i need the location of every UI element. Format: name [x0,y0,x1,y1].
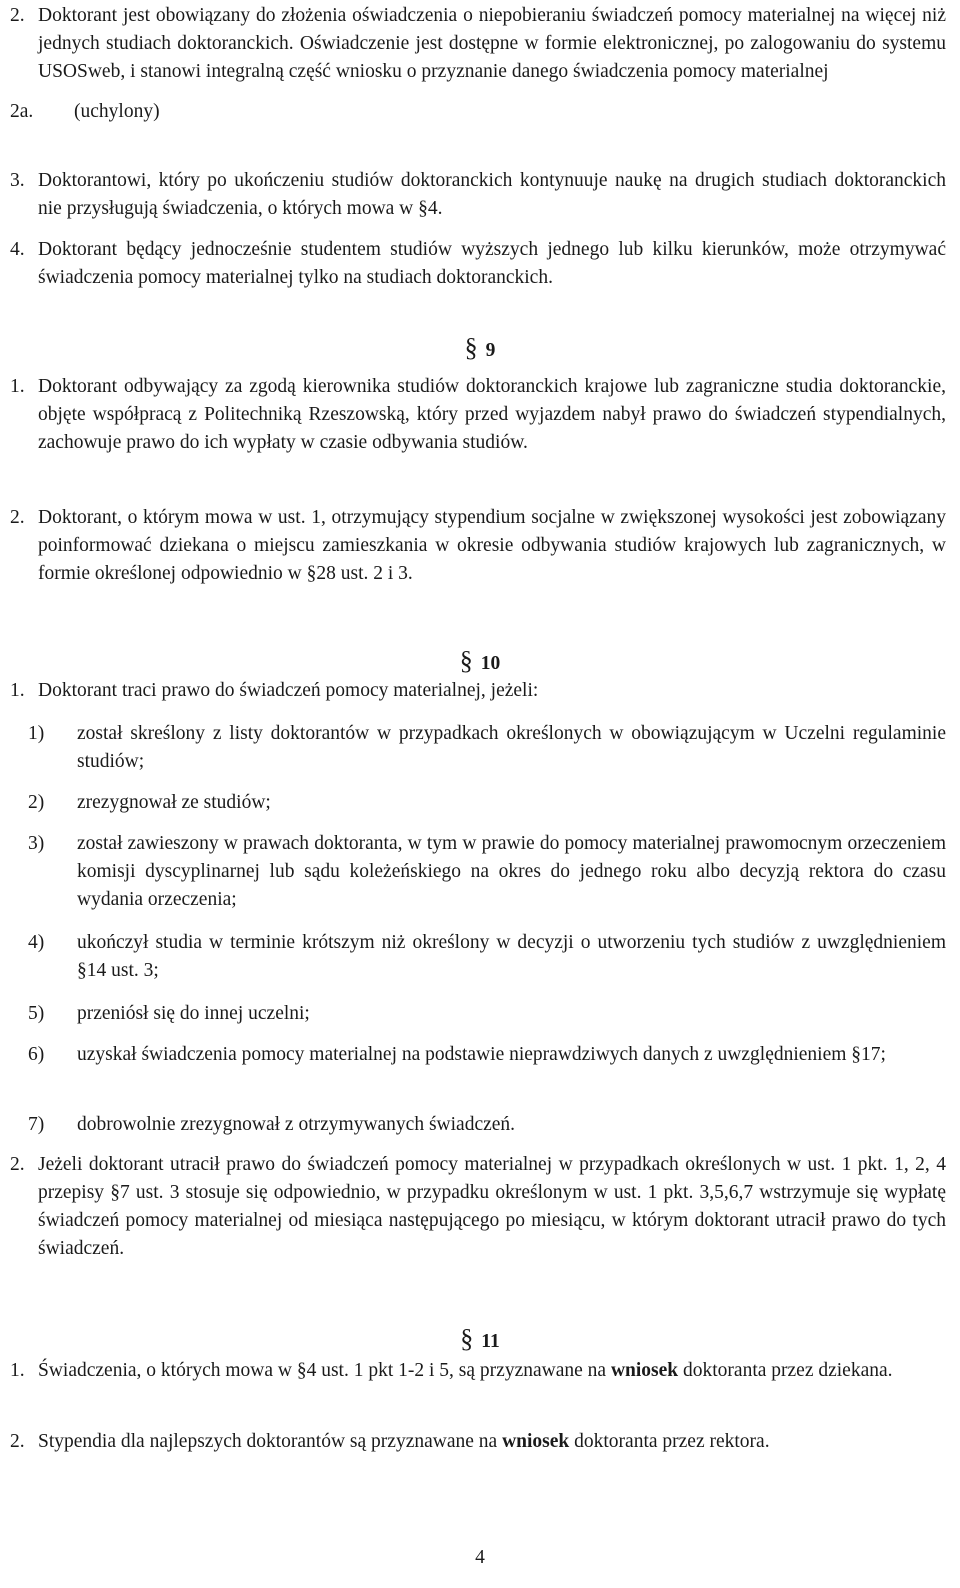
text-run: Świadczenia, o których mowa w §4 ust. 1 pkt 1-2 i 5, są przyznawane na [38,1360,611,1381]
list-item-number: 4) [28,932,45,953]
list-item [28,1111,946,1139]
paragraph-number: 2. [10,1154,25,1175]
bold-term: wniosek [610,1360,679,1381]
list-item-number: 1) [28,723,45,744]
list-item-number: 6) [28,1044,45,1065]
paragraph-10-1 [10,677,946,705]
paragraph-text: Doktorantowi, który po ukończeniu studiów doktoranckich kontynuuje naukę na drugich studiach doktoranckich nie przysługują świadczenia, o których mowa w §4. [38,170,946,219]
section-heading-9 [0,334,960,365]
section-heading-11 [0,1325,960,1356]
paragraph-9-1 [10,373,946,457]
paragraph-9-2 [10,504,946,588]
text-run: doktoranta przez dziekana. [678,1360,893,1381]
list-item-text: został skreślony z listy doktorantów w przypadkach określonych w obowiązującym w Uczelni regulaminie studiów; [77,723,946,772]
section-number: 11 [481,1331,500,1352]
paragraph-text [38,1428,946,1456]
paragraph-number: 4. [10,239,25,260]
list-item-number: 2) [28,792,45,813]
section-symbol: § [464,333,478,362]
text-run: doktoranta przez rektora. [569,1431,770,1452]
paragraph-number: 2. [10,507,25,528]
list-item-text: został zawieszony w prawach doktoranta, w tym w prawie do pomocy materialnej prawomocnym orzeczeniem komisji dyscyplinarnej lub sądu koleżeńskiego na okres do jednego roku albo decyzją rektora do czasu wydania orzeczenia; [77,833,946,910]
paragraph-number: 2. [10,5,25,26]
list-item [28,830,946,914]
paragraph-number: 2. [10,1431,25,1452]
list-item [28,1041,946,1069]
paragraph-number: 2a. [10,101,34,122]
list-item [28,929,946,985]
list-item-text: uzyskał świadczenia pomocy materialnej na podstawie nieprawdziwych danych z uwzględnieniem §17; [77,1044,886,1065]
section-symbol: § [459,646,473,675]
paragraph-10-2 [10,1151,946,1263]
list-item [28,720,946,776]
section-symbol: § [460,1324,474,1353]
paragraph-11-2 [10,1428,946,1456]
section-number: 10 [480,653,501,674]
bold-term: wniosek [502,1431,570,1452]
paragraph-number: 3. [10,170,25,191]
paragraph-text: Jeżeli doktorant utracił prawo do świadczeń pomocy materialnej w przypadkach określonych w ust. 1 pkt. 1, 2, 4 przepisy §7 ust. 3 stosuje się odpowiednio, w przypadku określonym w ust. 1 pkt. 3,5,6,7 wstrzymuje się wypłatę świadczeń pomocy materialnej od miesiąca następującego po miesiącu, w którym doktorant utracił prawo do tych świadczeń. [38,1154,946,1259]
paragraph-11-1 [10,1357,946,1385]
list-item-text: zrezygnował ze studiów; [77,792,271,813]
text-run: Stypendia dla najlepszych doktorantów są przyznawane na [38,1431,503,1452]
paragraph-text: Doktorant odbywający za zgodą kierownika studiów doktoranckich krajowe lub zagraniczne studia doktoranckie, objęte współpracą z Politechniką Rzeszowską, który przed wyjazdem nabył prawo do świadczeń stypendialnych, zachowuje prawo do ich wypłaty w czasie odbywania studiów. [38,376,946,453]
paragraph-text: Doktorant traci prawo do świadczeń pomocy materialnej, jeżeli: [38,680,539,701]
list-item-text: przeniósł się do innej uczelni; [77,1003,310,1024]
paragraph-number: 1. [10,680,25,701]
paragraph-text: (uchylony) [74,101,160,122]
page-number: 4 [475,1547,485,1568]
list-item-number: 7) [28,1114,45,1135]
paragraph-number: 1. [10,1360,25,1381]
list-item-number: 3) [28,833,45,854]
paragraph-text: Doktorant będący jednocześnie studentem studiów wyższych jednego lub kilku kierunków, może otrzymywać świadczenia pomocy materialnej tylko na studiach doktoranckich. [38,239,946,288]
paragraph-8-3 [10,167,946,223]
list-item-number: 5) [28,1003,45,1024]
list-item [28,1000,946,1028]
section-number: 9 [485,340,496,361]
section-heading-10 [0,647,960,678]
paragraph-number: 1. [10,376,25,397]
paragraph-8-2a [10,98,946,126]
paragraph-8-2 [10,2,946,86]
paragraph-8-4 [10,236,946,292]
list-item-text: ukończył studia w terminie krótszym niż określony w decyzji o utworzeniu tych studiów z uwzględnieniem §14 ust. 3; [77,932,946,981]
paragraph-text [38,1357,946,1385]
list-item [28,789,946,817]
list-item-text: dobrowolnie zrezygnował z otrzymywanych świadczeń. [77,1114,516,1135]
paragraph-text: Doktorant, o którym mowa w ust. 1, otrzymujący stypendium socjalne w zwiększonej wysokości jest zobowiązany poinformować dziekana o miejscu zamieszkania w okresie odbywania studiów krajowych lub zagranicznych, w formie określonej odpowiednio w §28 ust. 2 i 3. [38,507,946,584]
paragraph-text: Doktorant jest obowiązany do złożenia oświadczenia o niepobieraniu świadczeń pomocy materialnej na więcej niż jednych studiach doktoranckich. Oświadczenie jest dostępne w formie elektronicznej, po zalogowaniu do systemu USOSweb, i stanowi integralną część wniosku o przyznanie danego świadczenia pomocy materialnej [38,5,946,82]
